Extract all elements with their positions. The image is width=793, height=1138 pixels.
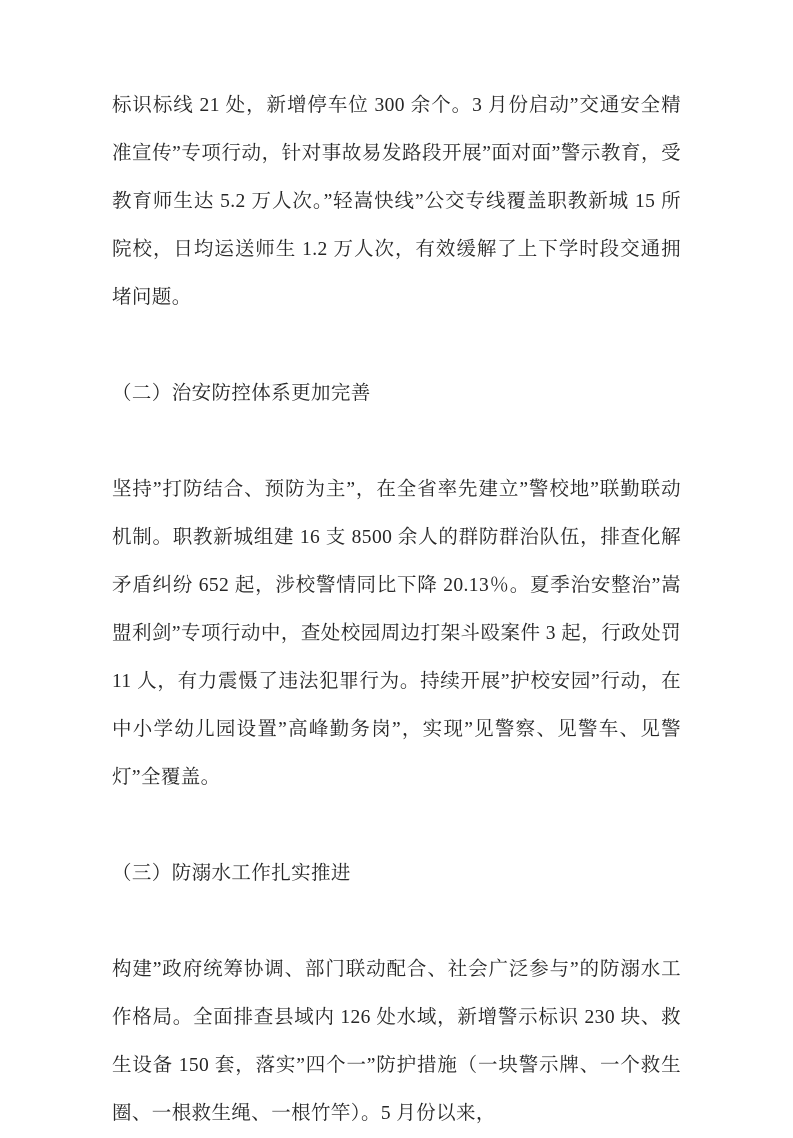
heading-section-two: （二）治安防控体系更加完善	[112, 383, 371, 404]
paragraph-traffic-safety: 标识标线 21 处，新增停车位 300 余个。3 月份启动”交通安全精准宣传”专项行动，针对事故易发路段开展”面对面”警示教育，受教育师生达 5.2 万人次。”轻嵩快线”公交专线覆盖职教新城 15 所院校，日均运送师生 1.2 万人次，有效缓解了上下学时段交通拥堵问题。	[112, 95, 681, 308]
paragraph-spacer-4	[112, 898, 681, 946]
paragraph-spacer-2	[112, 418, 681, 466]
paragraph-spacer-1	[112, 322, 681, 370]
paragraph-public-security: 坚持”打防结合、预防为主”，在全省率先建立”警校地”联勤联动机制。职教新城组建 16 支 8500 余人的群防群治队伍，排查化解矛盾纠纷 652 起，涉校警情同比下降 20.13％。夏季治安整治”嵩盟利剑”专项行动中，查处校园周边打架斗殴案件 3 起，行政处罚 11 人，有力震慑了违法犯罪行为。持续开展”护校安园”行动，在中小学幼儿园设置”高峰勤务岗”，实现”见警察、见警车、见警灯”全覆盖。	[112, 479, 681, 788]
paragraph-drowning-prevention: 构建”政府统筹协调、部门联动配合、社会广泛参与”的防溺水工作格局。全面排查县域内 126 处水域，新增警示标识 230 块、救生设备 150 套，落实”四个一”防护措施（一块警示牌、一个救生圈、一根救生绳、一根竹竿）。5 月份以来，	[112, 959, 681, 1124]
paragraph-spacer-3	[112, 802, 681, 850]
document-body	[112, 82, 681, 1138]
heading-section-three: （三）防溺水工作扎实推进	[112, 863, 351, 884]
